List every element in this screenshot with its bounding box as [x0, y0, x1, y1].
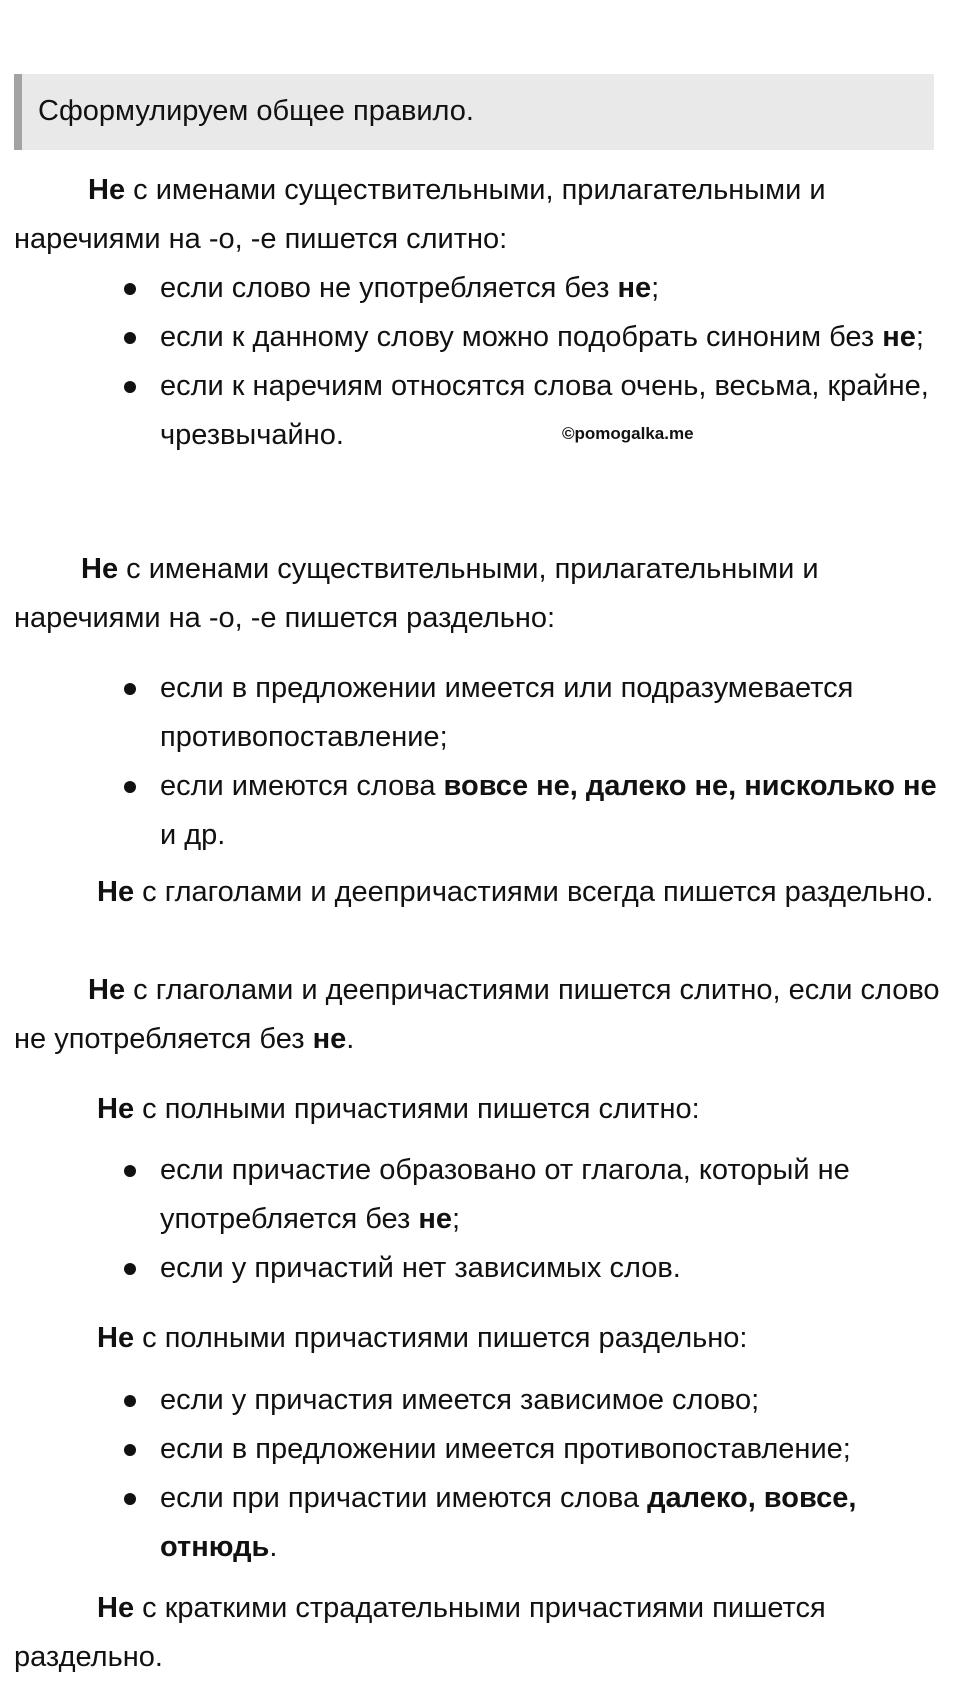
bullet-icon — [124, 283, 136, 295]
paragraph-7 — [14, 1584, 954, 1682]
para-text: с полными причастиями пишется слитно: — [134, 1093, 700, 1125]
list-item: если в предложении имеется или подразумевается противопоставление; — [0, 664, 950, 762]
para-bold-ne: Не — [81, 553, 119, 585]
list-item: если к наречиям относятся слова очень, весьма, крайне, чрезвычайно. — [0, 362, 950, 460]
bullet-icon — [124, 1165, 136, 1177]
bullet-icon — [124, 781, 136, 793]
para-bold-ne: Не — [88, 974, 126, 1006]
para-bold-ne: Не — [97, 876, 135, 908]
list-item: если причастие образовано от глагола, который не употребляется без не; — [0, 1146, 950, 1244]
rule-header-box — [14, 74, 934, 150]
bullet-icon — [124, 381, 136, 393]
list-4 — [0, 1376, 960, 1572]
para-text: с именами существительными, прилагательными и наречиями на -о, -е пишется слитно: — [14, 174, 826, 255]
list-2 — [0, 664, 960, 860]
list-1 — [0, 264, 960, 460]
para-text: с глаголами и деепричастиями пишется слитно, если слово не употребляется без — [14, 974, 940, 1055]
header-title: Сформулируем общее правило. — [38, 95, 474, 127]
para-text: с краткими страдательными причастиями пишется раздельно. — [14, 1592, 826, 1673]
list-item: если слово не употребляется без не; — [0, 264, 950, 313]
list-item: если к данному слову можно подобрать синоним без не; — [0, 313, 950, 362]
bullet-icon — [124, 1493, 136, 1505]
para-bold-ne: Не — [97, 1592, 135, 1624]
list-item: если имеются слова вовсе не, далеко не, нисколько не и др. — [0, 762, 950, 860]
bullet-icon — [124, 683, 136, 695]
watermark: ©pomogalka.me — [562, 424, 694, 443]
bullet-icon — [124, 1444, 136, 1456]
para-text: с полными причастиями пишется раздельно: — [134, 1322, 748, 1354]
paragraph-2 — [14, 545, 954, 643]
bullet-icon — [124, 332, 136, 344]
para-text: с именами существительными, прилагательными и наречиями на -о, -е пишется раздельно: — [14, 553, 819, 634]
paragraph-4: Не с глаголами и деепричастиями пишется слитно, если слово не употребляется без не. — [14, 974, 940, 1055]
para-bold-ne: Не — [88, 174, 126, 206]
paragraph-1 — [14, 166, 954, 264]
list-3 — [0, 1146, 960, 1293]
paragraph-3 — [14, 868, 954, 917]
paragraph-5 — [14, 1085, 954, 1134]
bullet-icon — [124, 1395, 136, 1407]
para-bold-ne: Не — [97, 1322, 135, 1354]
bullet-icon — [124, 1263, 136, 1275]
list-item: если у причастий нет зависимых слов. — [0, 1244, 950, 1293]
paragraph-6 — [14, 1314, 954, 1363]
para-text: с глаголами и деепричастиями всегда пишется раздельно. — [134, 876, 934, 908]
list-item: если при причастии имеются слова далеко, вовсе, отнюдь. — [0, 1474, 950, 1572]
para-bold-ne: Не — [97, 1093, 135, 1125]
list-item: если в предложении имеется противопоставление; — [0, 1425, 950, 1474]
list-item: если у причастия имеется зависимое слово; — [0, 1376, 950, 1425]
